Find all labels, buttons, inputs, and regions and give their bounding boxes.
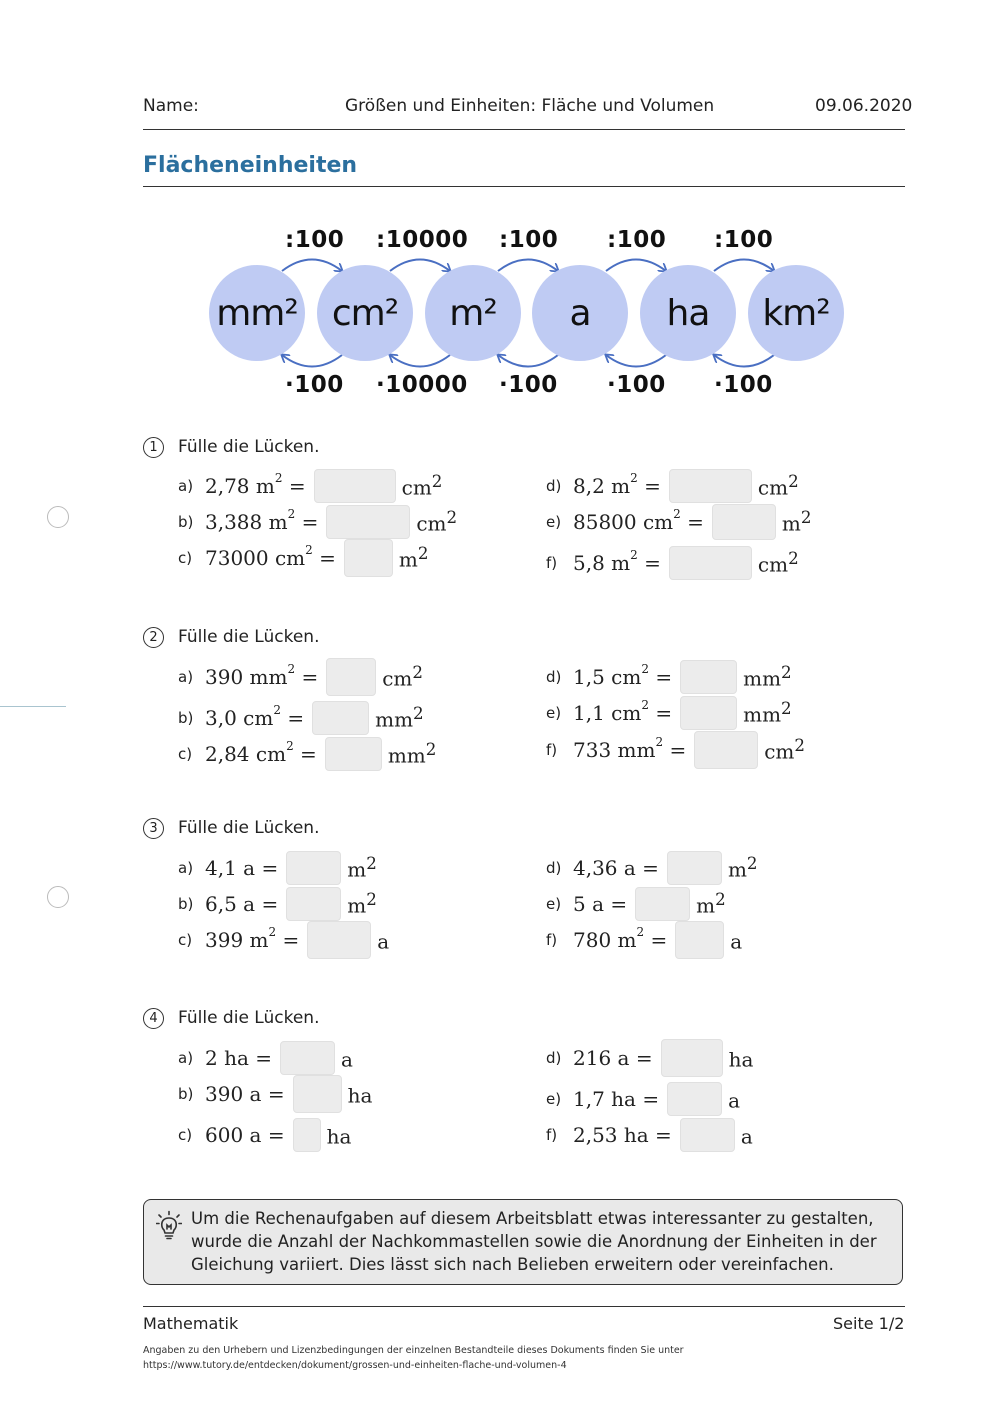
multiply-factor: ·100 [499,372,558,398]
divide-factor: :100 [499,227,559,253]
exercise-item [546,887,726,921]
item-label: a) [178,1049,194,1067]
target-unit: a [740,1124,753,1149]
divide-arrow [282,260,342,272]
item-label: c) [178,1126,193,1144]
target-unit: $cm^2$ [764,736,806,764]
answer-input[interactable] [325,737,382,771]
equation-left: 73000 $cm^2$ = [205,543,336,570]
target-unit: $m^2$ [727,854,758,882]
item-label: a) [178,859,194,877]
item-label: e) [546,704,562,722]
fold-mark [0,706,66,707]
exercise-item [546,546,799,580]
item-label: f) [546,931,558,949]
equation-left: 5 a = [573,892,628,916]
section-title: Flächeneinheiten [143,153,358,178]
answer-input[interactable] [344,539,393,577]
item-label: a) [178,668,194,686]
target-unit: $cm^2$ [401,472,443,500]
conversion-arrows [0,0,1000,420]
tip-box [143,1199,903,1285]
answer-input[interactable] [307,921,371,959]
item-label: e) [546,1090,562,1108]
equation-left: 3,388 $m^2$ = [205,507,319,534]
item-label: f) [546,554,558,572]
unit-circle-mm2: mm² [209,265,305,361]
answer-input[interactable] [675,921,724,959]
task-number: 3 [143,818,164,839]
equation-left: 4,1 a = [205,856,279,880]
target-unit: $m^2$ [347,890,377,918]
multiply-arrow [714,355,774,367]
unit-circle-a: a [532,265,628,361]
unit-circle-ha: ha [640,265,736,361]
item-label: d) [546,859,562,877]
equation-left: 390 a = [205,1082,285,1106]
answer-input[interactable] [667,1082,722,1116]
item-label: c) [178,549,193,567]
multiply-factor: ·100 [714,372,773,398]
equation-left: 2,53 ha = [573,1123,672,1147]
exercise-item [546,1041,753,1075]
answer-input[interactable] [293,1075,342,1113]
license-note: Angaben zu den Urhebern und Lizenzbedingungen der einzelnen Bestandteile dieses Dokuments finden Sie unter [143,1345,684,1356]
exercise-item [178,851,377,885]
unit-circle-cm2: cm² [317,265,413,361]
multiply-factor: ·100 [607,372,666,398]
task-instruction: Fülle die Lücken. [178,1008,320,1028]
name-label: Name: [143,96,199,116]
answer-input[interactable] [280,1041,335,1075]
item-label: f) [546,741,558,759]
divide-factor: :10000 [376,227,469,253]
exercise-item [546,660,792,694]
divide-factor: :100 [714,227,774,253]
target-unit: a [728,1088,741,1113]
exercise-item [178,887,377,921]
punch-hole-mark [47,886,69,908]
task-number: 4 [143,1008,164,1029]
answer-input[interactable] [286,887,341,921]
answer-input[interactable] [680,1118,735,1152]
equation-left: 1,7 ha = [573,1087,660,1111]
exercise-item [178,660,423,694]
exercise-item [178,1077,372,1111]
equation-left: 780 $m^2$ = [573,925,668,952]
target-unit: $cm^2$ [382,663,424,691]
equation-left: 5,8 $m^2$ = [573,548,661,575]
task-instruction: Fülle die Lücken. [178,437,320,457]
punch-hole-mark [47,506,69,528]
multiply-factor: ·100 [285,372,344,398]
item-label: c) [178,745,193,763]
answer-input[interactable] [286,851,341,885]
target-unit: $cm^2$ [757,472,799,500]
target-unit: $m^2$ [781,508,812,536]
item-label: d) [546,668,562,686]
exercise-item [546,1082,740,1116]
answer-input[interactable] [667,851,722,885]
equation-left: 2,78 $m^2$ = [205,471,306,498]
answer-input[interactable] [680,696,737,730]
task-instruction: Fülle die Lücken. [178,818,320,838]
divide-arrow [714,260,774,272]
exercise-item [546,469,799,503]
target-unit: ha [728,1047,754,1072]
multiply-arrow [390,355,450,367]
exercise-item [178,541,429,575]
equation-left: 399 $m^2$ = [205,925,300,952]
multiply-arrow [498,355,558,367]
license-url[interactable]: https://www.tutory.de/entdecken/dokument/grossen-und-einheiten-flache-und-volumen-4 [143,1360,567,1371]
answer-input[interactable] [293,1118,321,1152]
exercise-item [546,1118,753,1152]
answer-input[interactable] [694,731,758,769]
worksheet-date: 09.06.2020 [815,96,913,116]
exercise-item [178,505,457,539]
exercise-item [178,737,436,771]
target-unit: $m^2$ [347,854,377,882]
item-label: e) [546,513,562,531]
item-label: b) [178,513,194,531]
task-instruction: Fülle die Lücken. [178,627,320,647]
item-label: d) [546,477,562,495]
equation-left: 1,5 $cm^2$ = [573,662,673,689]
exercise-item [546,923,742,957]
target-unit: $mm^2$ [743,663,792,691]
item-label: c) [178,931,193,949]
target-unit: a [341,1047,353,1072]
task-number: 1 [143,437,164,458]
target-unit: $cm^2$ [757,549,799,577]
answer-input[interactable] [680,660,737,694]
item-label: d) [546,1049,562,1067]
divide-factor: :100 [285,227,345,253]
exercise-item [178,1041,353,1075]
answer-input[interactable] [669,546,752,580]
answer-input[interactable] [712,504,776,540]
item-label: f) [546,1126,558,1144]
equation-left: 85800 $cm^2$ = [573,507,704,534]
target-unit: a [730,929,743,954]
exercise-item [178,1118,351,1152]
exercise-item [178,469,442,503]
equation-left: 2 ha = [205,1046,273,1070]
answer-input[interactable] [326,505,410,539]
divide-arrow [606,260,666,272]
target-unit: $mm^2$ [375,704,424,732]
target-unit: ha [347,1083,373,1108]
item-label: b) [178,1085,194,1103]
divide-factor: :100 [607,227,667,253]
equation-left: 216 a = [573,1046,653,1070]
exercise-item [546,733,805,767]
equation-left: 600 a = [205,1123,285,1147]
unit-circle-km2: km² [748,265,844,361]
answer-input[interactable] [326,658,376,696]
target-unit: $mm^2$ [743,699,792,727]
answer-input[interactable] [669,469,752,503]
lightbulb-icon [156,1210,182,1240]
multiply-arrow [606,355,666,367]
exercise-item [178,923,389,957]
footer-page-number: Seite 1/2 [833,1314,905,1333]
target-unit: a [377,929,390,954]
item-label: b) [178,895,194,913]
equation-left: 8,2 $m^2$ = [573,471,661,498]
item-label: e) [546,895,562,913]
tip-text: Um die Rechenaufgaben auf diesem Arbeitsblatt etwas interessanter zu gestalten, wurde die Anzahl der Nachkommastellen sowie die Anordnung der Einheiten in der Gleichung variiert. Dies lässt sich nach Belieben erweitern oder vereinfachen. [191,1209,877,1274]
unit-circle-m2: m² [425,265,521,361]
exercise-item [178,701,424,735]
equation-left: 390 $mm^2$ = [205,662,319,689]
multiply-factor: ·10000 [376,372,468,398]
answer-input[interactable] [661,1039,723,1077]
target-unit: $m^2$ [398,544,429,572]
divide-arrow [498,260,558,272]
item-label: b) [178,709,194,727]
footer-subject: Mathematik [143,1314,239,1333]
worksheet-title: Größen und Einheiten: Fläche und Volumen [345,96,715,116]
exercise-item [546,505,812,539]
equation-left: 1,1 $cm^2$ = [573,698,673,725]
target-unit: $cm^2$ [416,508,458,536]
equation-left: 3,0 $cm^2$ = [205,703,305,730]
equation-left: 733 $mm^2$ = [573,735,687,762]
equation-left: 6,5 a = [205,892,279,916]
exercise-item [546,696,792,730]
footer-divider [143,1306,905,1307]
task-number: 2 [143,627,164,648]
answer-input[interactable] [312,701,369,735]
target-unit: ha [326,1124,352,1149]
answer-input[interactable] [635,887,690,921]
answer-input[interactable] [314,469,396,503]
equation-left: 2,84 $cm^2$ = [205,739,317,766]
target-unit: $mm^2$ [387,740,437,768]
equation-left: 4,36 a = [573,856,659,880]
divide-arrow [390,260,450,272]
item-label: a) [178,477,194,495]
multiply-arrow [282,355,342,367]
target-unit: $m^2$ [696,890,726,918]
exercise-item [546,851,758,885]
